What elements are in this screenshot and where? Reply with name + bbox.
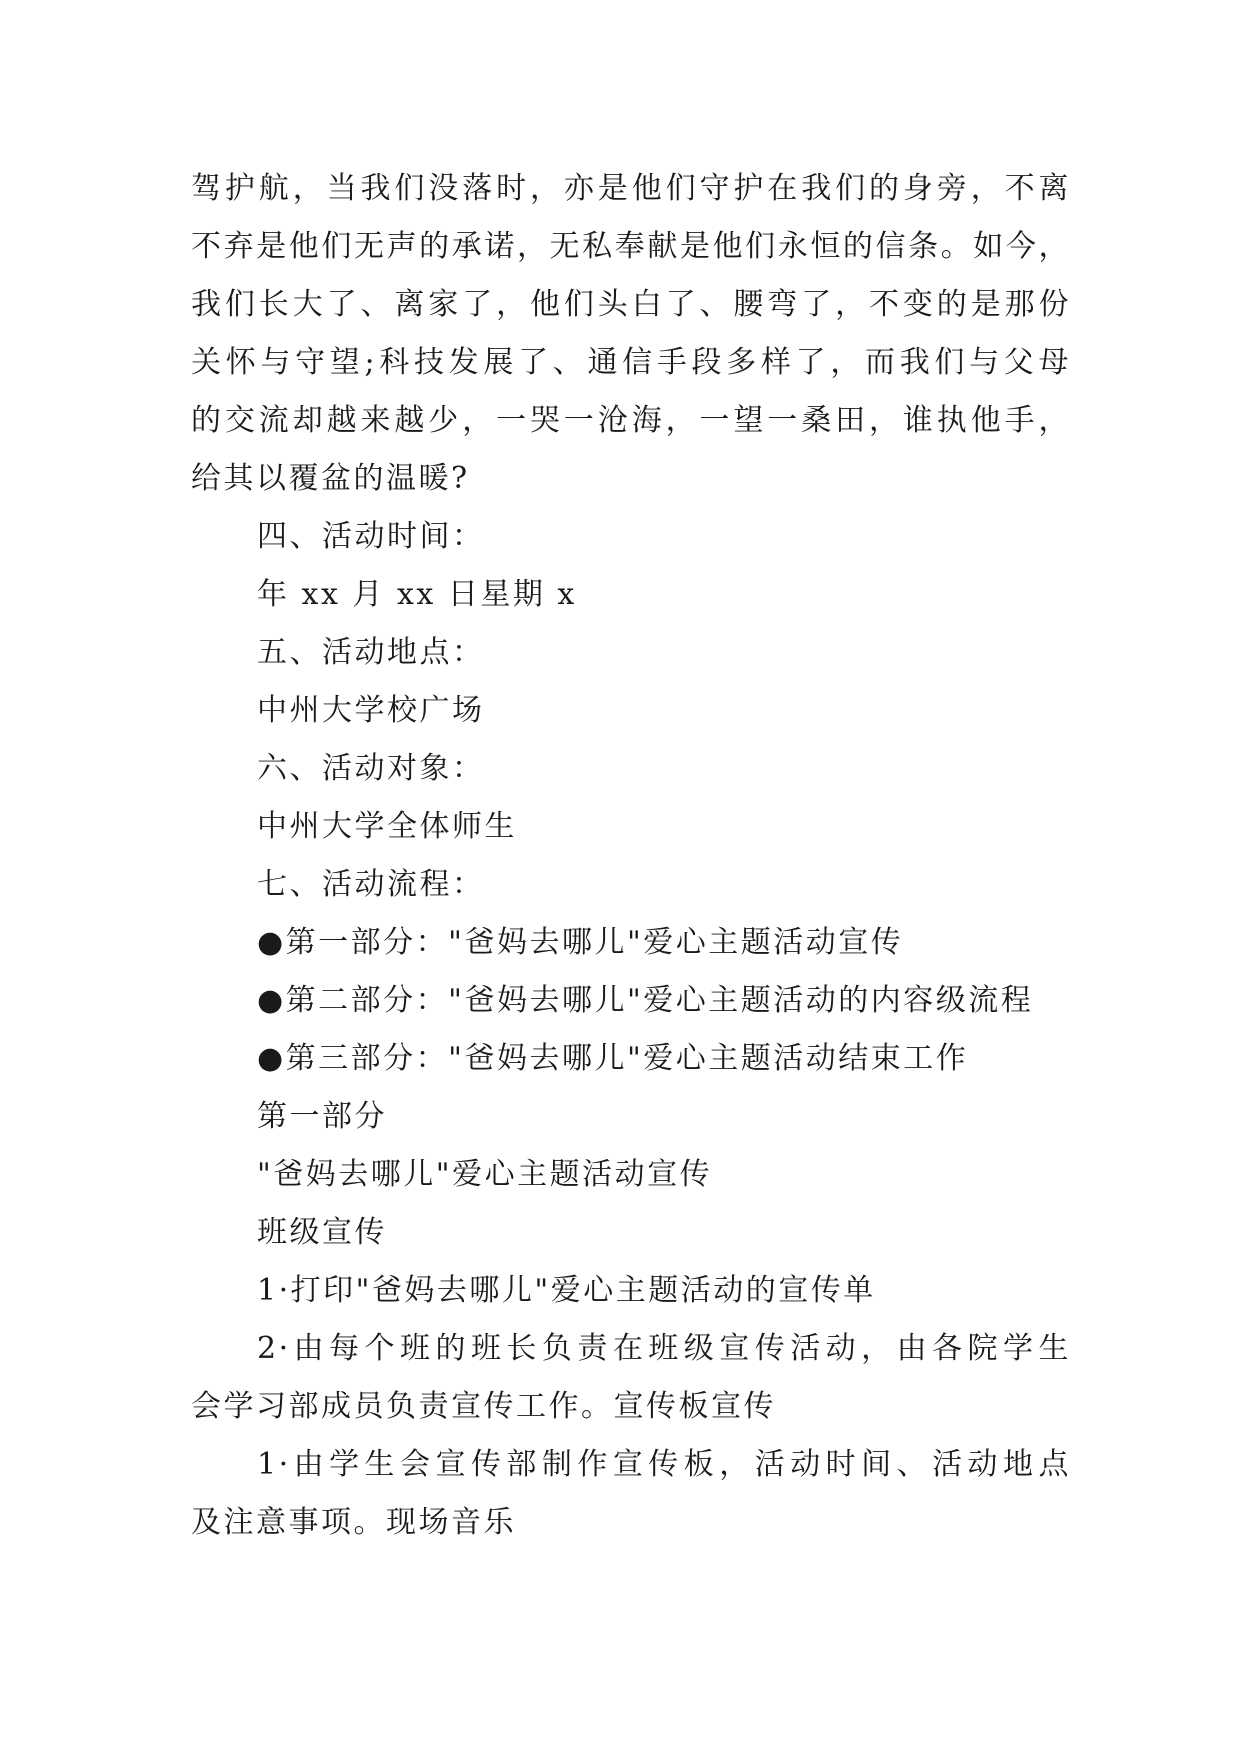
process-bullet-item: ●第二部分："爸妈去哪儿"爱心主题活动的内容级流程 <box>257 983 1034 1018</box>
paragraph-line: 及注意事项。现场音乐 <box>191 1505 516 1540</box>
numbered-item: 1·由学生会宣传部制作宣传板，活动时间、活动地点 <box>257 1447 1071 1482</box>
activity-date: 年 xx 月 xx 日星期 x <box>257 577 577 612</box>
paragraph-line: 的交流却越来越少，一哭一沧海，一望一桑田，谁执他手， <box>191 403 1071 438</box>
activity-audience: 中州大学全体师生 <box>257 809 517 844</box>
section-heading-process: 七、活动流程： <box>257 867 485 902</box>
section-heading-location: 五、活动地点： <box>257 635 485 670</box>
section-heading-time: 四、活动时间： <box>257 519 485 554</box>
paragraph-line: 给其以覆盆的温暖? <box>191 461 470 496</box>
activity-location: 中州大学校广场 <box>257 693 485 728</box>
numbered-item: 2·由每个班的班长负责在班级宣传活动，由各院学生 <box>257 1331 1071 1366</box>
process-bullet-item: ●第三部分："爸妈去哪儿"爱心主题活动结束工作 <box>257 1041 969 1076</box>
paragraph-line: 驾护航，当我们没落时，亦是他们守护在我们的身旁，不离 <box>191 171 1071 206</box>
paragraph-line: 关怀与守望;科技发展了、通信手段多样了，而我们与父母 <box>191 345 1071 380</box>
class-promotion-heading: 班级宣传 <box>257 1215 387 1250</box>
numbered-item: 1·打印"爸妈去哪儿"爱心主题活动的宣传单 <box>257 1273 876 1308</box>
process-bullet-item: ●第一部分："爸妈去哪儿"爱心主题活动宣传 <box>257 925 904 960</box>
paragraph-line: 不弃是他们无声的承诺，无私奉献是他们永恒的信条。如今， <box>191 229 1071 264</box>
section-heading-audience: 六、活动对象： <box>257 751 485 786</box>
paragraph-line: 我们长大了、离家了，他们头白了、腰弯了，不变的是那份 <box>191 287 1071 322</box>
document-body <box>191 160 1071 1552</box>
paragraph-line: 会学习部成员负责宣传工作。宣传板宣传 <box>191 1389 776 1424</box>
part-heading: 第一部分 <box>257 1099 387 1134</box>
part-subheading: "爸妈去哪儿"爱心主题活动宣传 <box>257 1157 713 1192</box>
